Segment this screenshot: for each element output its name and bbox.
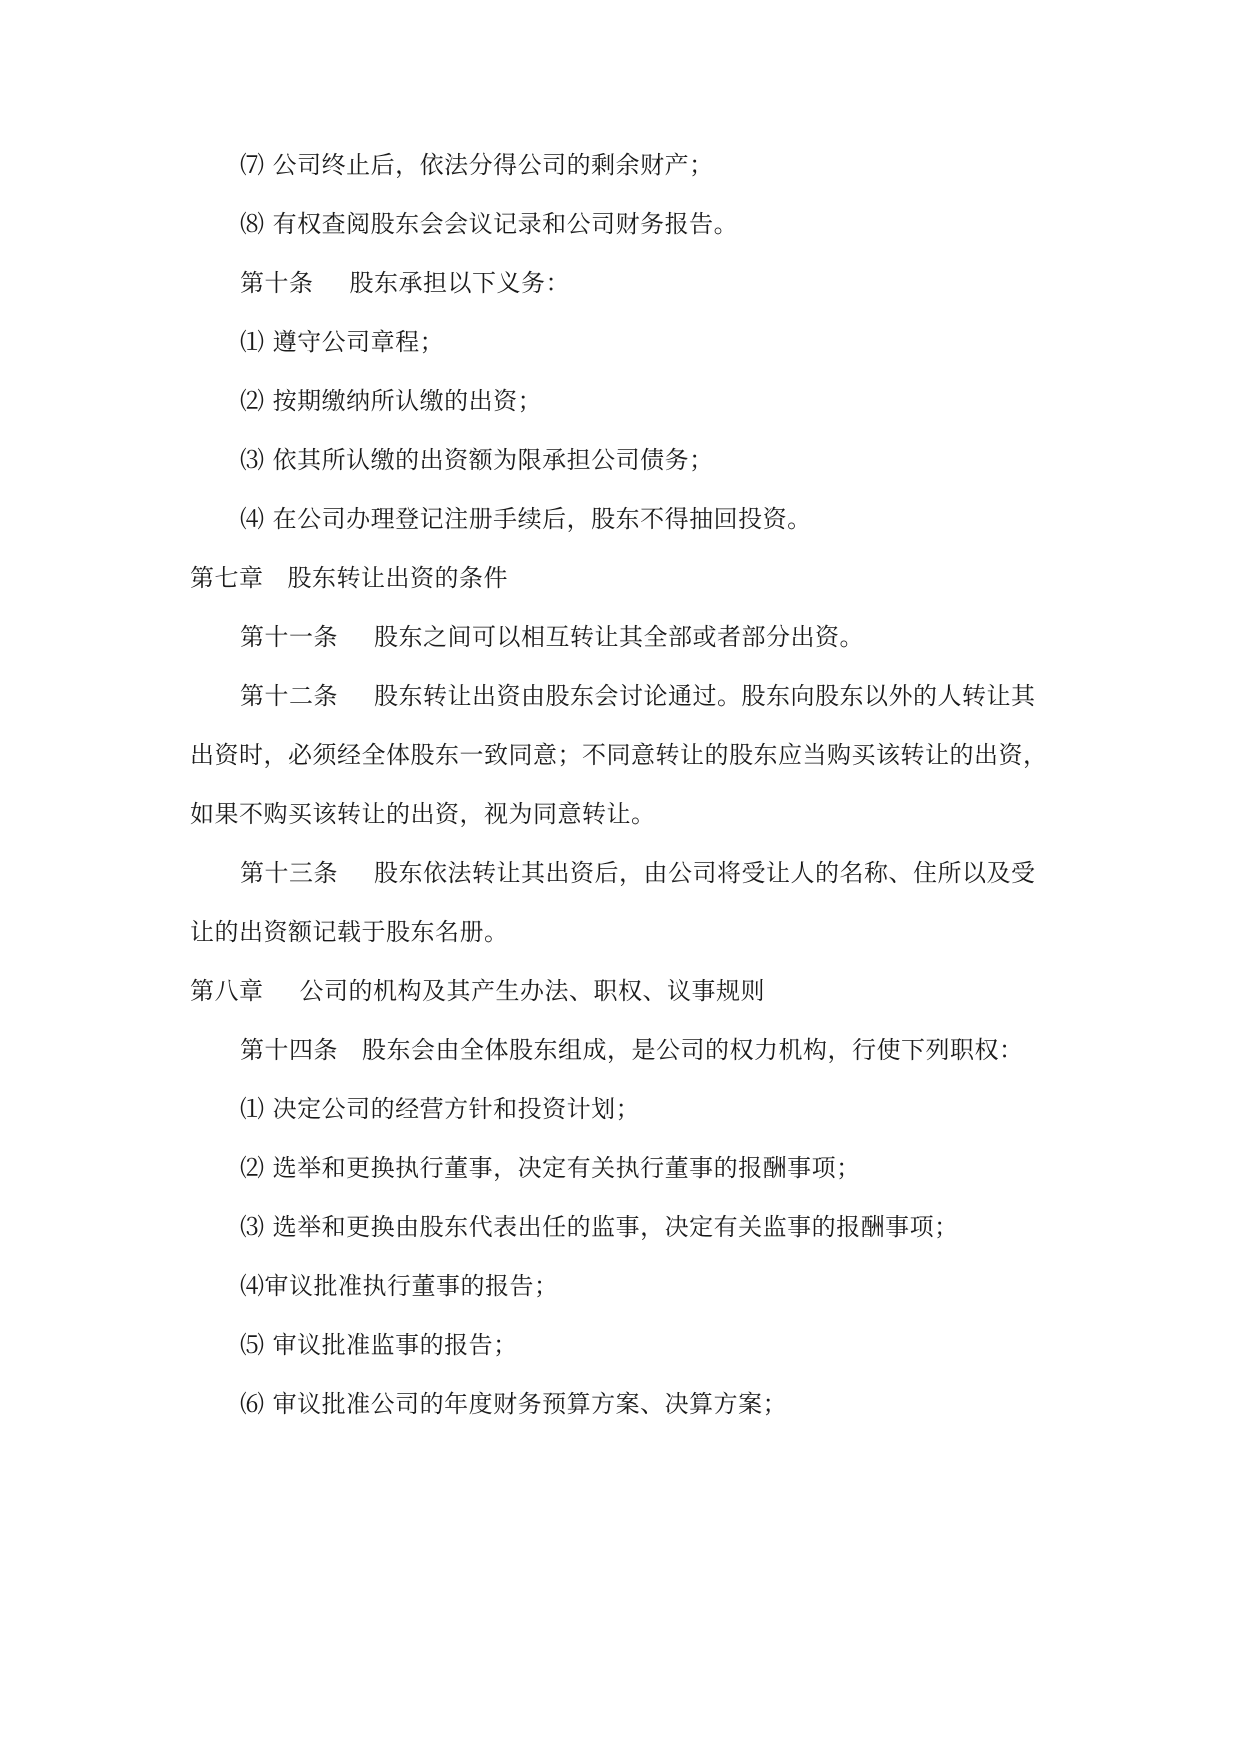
article-14-text: 股东会由全体股东组成，是公司的权力机构，行使下列职权： — [362, 1036, 1024, 1064]
article-12-text-line-2: 出资时，必须经全体股东一致同意；不同意转让的股东应当购买该转让的出资， — [190, 741, 1048, 769]
power-item-6: ⑹ 审议批准公司的年度财务预算方案、决算方案； — [240, 1390, 788, 1418]
article-12-text-line-1: 股东转让出资由股东会讨论通过。股东向股东以外的人转让其 — [374, 682, 1036, 710]
obligation-item-7: ⑺ 公司终止后，依法分得公司的剩余财产； — [240, 151, 714, 179]
article-14-number: 第十四条 — [240, 1036, 338, 1064]
article-13-number: 第十三条 — [240, 859, 338, 887]
article-13 — [240, 858, 1036, 888]
article-10 — [240, 268, 570, 298]
duty-item-3: ⑶ 依其所认缴的出资额为限承担公司债务； — [240, 446, 714, 474]
duty-item-4: ⑷ 在公司办理登记注册手续后，股东不得抽回投资。 — [240, 505, 812, 533]
power-item-5: ⑸ 审议批准监事的报告； — [240, 1331, 518, 1359]
chapter-7-title: 股东转让出资的条件 — [287, 564, 508, 592]
chapter-7-number: 第七章 — [190, 564, 264, 592]
article-10-text: 股东承担以下义务： — [349, 269, 570, 297]
chapter-8-title: 公司的机构及其产生办法、职权、议事规则 — [299, 977, 765, 1005]
power-item-1: ⑴ 决定公司的经营方针和投资计划； — [240, 1095, 641, 1123]
article-12 — [240, 681, 1036, 711]
article-11-number: 第十一条 — [240, 623, 338, 651]
article-11-text: 股东之间可以相互转让其全部或者部分出资。 — [374, 623, 864, 651]
power-item-4: ⑷审议批准执行董事的报告； — [240, 1272, 559, 1300]
chapter-7-heading — [190, 563, 508, 593]
article-14 — [240, 1035, 1024, 1065]
article-12-text-line-3: 如果不购买该转让的出资，视为同意转让。 — [190, 800, 656, 828]
duty-item-2: ⑵ 按期缴纳所认缴的出资； — [240, 387, 543, 415]
power-item-3: ⑶ 选举和更换由股东代表出任的监事，决定有关监事的报酬事项； — [240, 1213, 959, 1241]
article-13-text-line-1: 股东依法转让其出资后，由公司将受让人的名称、住所以及受 — [374, 859, 1036, 887]
chapter-8-heading — [190, 976, 765, 1006]
duty-item-1: ⑴ 遵守公司章程； — [240, 328, 445, 356]
article-12-number: 第十二条 — [240, 682, 338, 710]
article-11 — [240, 622, 864, 652]
article-13-text-line-2: 让的出资额记载于股东名册。 — [190, 918, 509, 946]
power-item-2: ⑵ 选举和更换执行董事，决定有关执行董事的报酬事项； — [240, 1154, 861, 1182]
chapter-8-number: 第八章 — [190, 977, 264, 1005]
article-10-number: 第十条 — [240, 269, 314, 297]
obligation-item-8: ⑻ 有权查阅股东会会议记录和公司财务报告。 — [240, 210, 739, 238]
